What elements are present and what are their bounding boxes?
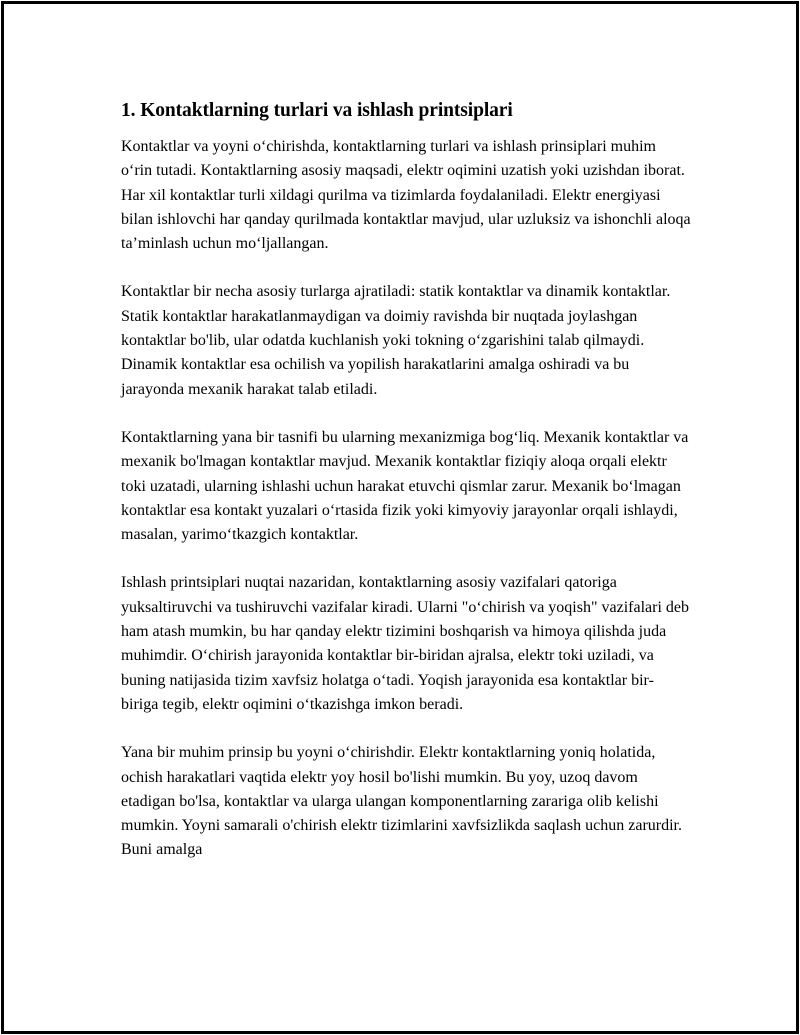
document-page bbox=[1, 1, 799, 1034]
paragraph: Kontaktlarning yana bir tasnifi bu ularning mexanizmiga bog‘liq. Mexanik kontaktlar va mexanik bo'lmagan kontaktlar mavjud. Mexanik kontaktlar fiziqiy aloqa orqali elektr toki uzatadi, ularning ishlashi uchun harakat etuvchi qismlar zarur. Mexanik bo‘lmagan kontaktlar esa kontakt yuzalari o‘rtasida fizik yoki kimyoviy jarayonlar orqali ishlaydi, masalan, yarimo‘tkazgich kontaktlar. bbox=[121, 428, 689, 544]
paragraph: Kontaktlar va yoyni o‘chirishda, kontaktlarning turlari va ishlash prinsiplari muhim o‘rin tutadi. Kontaktlarning asosiy maqsadi, elektr oqimini uzatish yoki uzishdan iborat. Har xil kontaktlar turli xildagi qurilma va tizimlarda foydalaniladi. Elektr energiyasi bilan ishlovchi har qanday qurilmada kontaktlar mavjud, ular uzluksiz va ishonchli aloqa ta’minlash uchun mo‘ljallangan. bbox=[121, 138, 691, 253]
document-body bbox=[121, 98, 691, 887]
paragraph: Kontaktlar bir necha asosiy turlarga ajratiladi: statik kontaktlar va dinamik kontaktlar. Statik kontaktlar harakatlanmaydigan va doimiy ravishda bir nuqtada joylashgan kontaktlar bo'lib, ular odatda kuchlanish yoki tokning o‘zgarishini talab qilmaydi. Dinamik kontaktlar esa ochilish va yopilish harakatlarini amalga oshiradi va bu jarayonda mexanik harakat talab etiladi. bbox=[121, 283, 671, 398]
paragraph: Ishlash printsiplari nuqtai nazaridan, kontaktlarning asosiy vazifalari qatoriga yuksaltiruvchi va tushiruvchi vazifalar kiradi. Ularni "o‘chirish va yoqish" vazifalari deb ham atash mumkin, bu har qanday elektr tizimini boshqarish va himoya qilishda juda muhimdir. O‘chirish jarayonida kontaktlar bir-biridan ajralsa, elektr toki uziladi, va buning natijasida tizim xavfsiz holatga o‘tadi. Yoqish jarayonida esa kontaktlar bir-biriga tegib, elektr oqimini o‘tkazishga imkon beradi. bbox=[121, 574, 689, 713]
paragraph: Yana bir muhim prinsip bu yoyni o‘chirishdir. Elektr kontaktlarning yoniq holatida, ochish harakatlari vaqtida elektr yoy hosil bo'lishi mumkin. Bu yoy, uzoq davom etadigan bo'lsa, kontaktlar va ularga ulangan komponentlarning zarariga olib kelishi mumkin. Yoyni samarali o'chirish elektr tizimlarini xavfsizlikda saqlash uchun zarurdir. Buni amalga bbox=[121, 744, 682, 859]
section-heading: 1. Kontaktlarning turlari va ishlash printsiplari bbox=[121, 100, 513, 121]
